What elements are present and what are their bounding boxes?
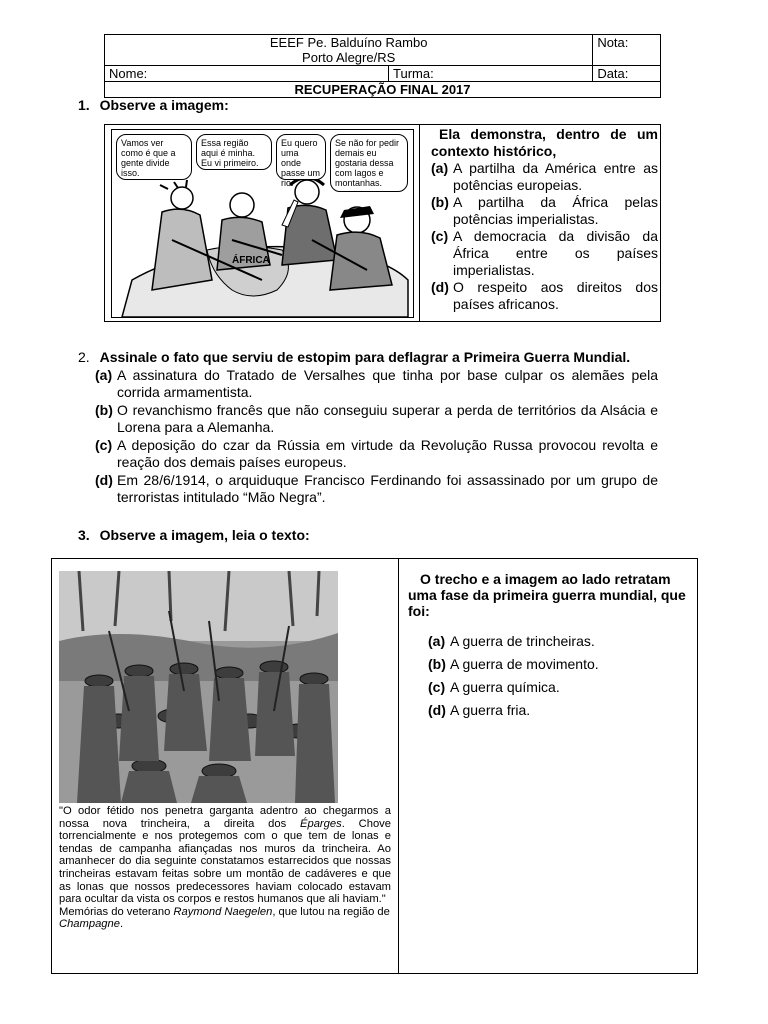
option-text: A guerra química. [450,679,560,695]
q1-option-b [431,194,658,228]
q3-option-b [428,656,690,673]
option-letter: (c) [428,679,446,695]
quote-source [59,906,391,931]
q1-title: Observe a imagem: [99,97,229,113]
q3-heading [78,527,310,543]
q3-stem: O trecho e a imagem ao lado retratam uma fase da primeira guerra mundial, que foi: [408,571,686,619]
source-text-2: , que lutou na região de [272,905,390,918]
q1-option-a [431,160,658,194]
option-letter: (d) [95,472,113,488]
q2-title: Assinale o fato que serviu de estopim para deflagrar a Primeira Guerra Mundial. [99,349,631,365]
q2-heading [78,349,630,365]
option-text: Em 28/6/1914, o arquiduque Francisco Ferdinando foi assassinado por um grupo de terroristas intitulado “Mão Negra”. [117,472,658,505]
option-letter: (b) [431,194,449,210]
option-letter: (b) [428,656,446,672]
option-text: A guerra de trincheiras. [450,633,595,649]
quote-text-2: . Chove torrencialmente e nos protegemos com o que tem de lonas e tendas de campanha afiançadas nos muros da trincheira. Ao amanhecer do dia seguinte constatamos estarrecidos que nossas trincheiras estavam feitas sobre um montão de cadáveres e que as lonas que nossos predecessores haviam colocado estavam para ocultar da vista os corpos e restos humanos que ali haviam." [59,817,391,906]
quote-place-eparges: Éparges [300,817,342,830]
q3-option-d [428,702,690,719]
option-text: A partilha da América entre as potências europeias. [453,160,658,193]
cartoon-bubble-3: Eu quero uma onde passe um rio. [276,134,326,180]
q1-option-c [431,228,658,279]
q3-title: Observe a imagem, leia o texto: [99,527,310,543]
option-letter: (a) [95,367,113,383]
q3-answer-area [408,571,690,725]
school-name: EEEF Pe. Balduíno Rambo [269,35,428,50]
q3-divider [398,558,399,974]
option-letter: (a) [428,633,446,649]
data-label: Data: [597,66,629,81]
source-veteran-name: Raymond Naegelen [173,905,273,918]
nome-label: Nome: [109,66,148,81]
q1-divider [419,124,420,322]
q1-option-d [431,279,658,313]
veteran-quote [59,805,391,931]
option-text: A deposição do czar da Rússia em virtude da Revolução Russa provocou revolta e reação dos demais países europeus. [117,437,658,470]
q2-options [95,367,658,507]
q1-number: 1. [78,97,90,113]
option-letter: (b) [95,402,113,418]
school-cell [105,35,593,66]
q2-option-d [95,472,658,506]
data-cell [593,66,661,82]
exam-title: RECUPERAÇÃO FINAL 2017 [105,82,661,98]
header-table [104,34,661,98]
q1-heading [78,97,229,113]
source-end: . [119,918,124,931]
cartoon-bubble-2: Essa região aqui é minha. Eu vi primeiro. [196,134,272,170]
option-text: A assinatura do Tratado de Versalhes que tinha por base culpar os alemães pela corrida armamentista. [117,367,658,400]
option-text: O revanchismo francês que não conseguiu superar a perda de territórios da Alsácia e Lorena para a Alemanha. [117,402,658,435]
q2-option-b [95,402,658,436]
option-text: A partilha da África pelas potências imperialistas. [453,194,658,227]
cartoon-map-label: ÁFRICA [232,255,270,266]
trench-photo-drawing [59,571,338,803]
nota-label: Nota: [597,35,629,50]
school-city: Porto Alegre/RS [302,50,396,65]
source-text-1: Memórias do veterano [59,905,174,918]
source-place: Champagne [59,918,120,931]
q2-option-c [95,437,658,471]
q2-option-a [95,367,658,401]
imperialism-cartoon [111,129,414,318]
turma-cell [389,66,593,82]
quote-text-1: "O odor fétido nos penetra garganta adentro ao chegarmos a nossa nova trincheira, a direita dos [59,805,391,830]
q1-options [431,160,658,313]
q3-option-c [428,679,690,696]
nota-cell [593,35,661,66]
option-text: O respeito aos direitos dos países africanos. [453,279,658,312]
option-letter: (d) [428,702,446,718]
cartoon-bubble-4: Se não for pedir demais eu gostaria dessa com lagos e montanhas. [330,134,408,192]
option-text: A guerra de movimento. [450,656,599,672]
q3-number: 3. [78,527,90,543]
q1-stem: Ela demonstra, dentro de um contexto histórico, [431,126,658,159]
cartoon-bubble-1: Vamos ver como é que a gente divide isso. [116,134,192,180]
option-letter: (c) [431,228,449,244]
turma-label: Turma: [393,66,434,81]
option-letter: (c) [95,437,113,453]
q2-number: 2. [78,349,90,365]
option-letter: (d) [431,279,449,295]
option-letter: (a) [431,160,449,176]
q1-answer-area [431,126,658,313]
trench-photo [59,571,338,803]
q3-option-a [428,633,690,650]
nome-cell [105,66,389,82]
option-text: A democracia da divisão da África entre os países imperialistas. [453,228,658,278]
option-text: A guerra fria. [450,702,531,718]
q3-options [408,633,690,719]
